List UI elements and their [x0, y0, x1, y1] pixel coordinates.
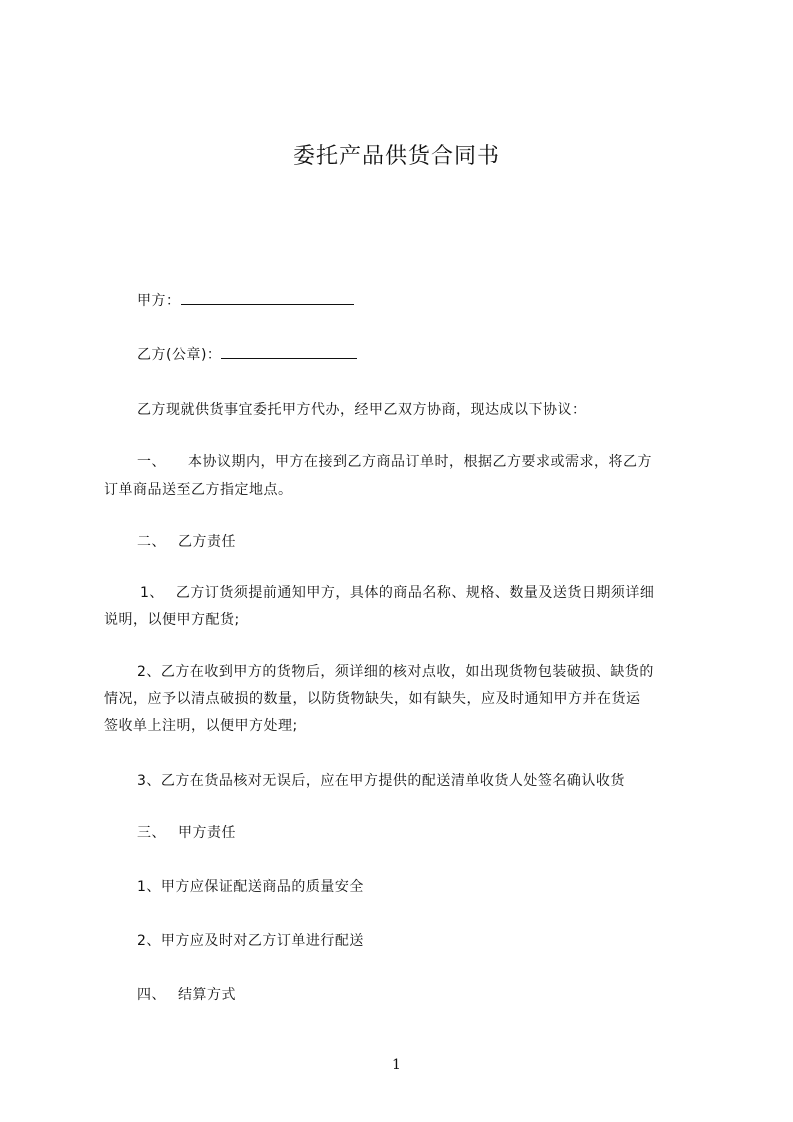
section2-item2-line3: 签收单上注明，以便甲方处理;	[104, 718, 298, 734]
section4-heading-text: 结算方式	[178, 987, 236, 1003]
party-b-label: 乙方(公章)：	[137, 347, 222, 363]
section2-item1-line2: 说明，以便甲方配货;	[104, 612, 240, 628]
party-b-line	[137, 344, 357, 365]
party-b-blank[interactable]	[221, 344, 357, 359]
section2-heading	[137, 532, 236, 552]
section2-heading-text: 乙方责任	[178, 534, 236, 550]
section1-line2: 订单商品送至乙方指定地点。	[104, 482, 293, 498]
party-a-blank[interactable]	[181, 290, 354, 305]
party-a-label: 甲方：	[137, 293, 181, 309]
intro-paragraph: 乙方现就供货事宜委托甲方代办，经甲乙双方协商，现达成以下协议：	[137, 402, 587, 418]
section3-heading-text: 甲方责任	[178, 825, 236, 841]
section3-heading	[137, 823, 236, 843]
section2-item1-number: 1、	[140, 585, 164, 601]
section4-heading-number: 四、	[137, 987, 166, 1003]
section2-item1-line1	[140, 583, 654, 603]
section2-item2-line2: 情况，应予以清点破损的数量，以防货物缺失，如有缺失，应及时通知甲方并在货运	[104, 691, 641, 707]
section1-line1	[137, 452, 652, 472]
section4-heading	[137, 985, 236, 1005]
section3-item2: 2、甲方应及时对乙方订单进行配送	[137, 933, 364, 949]
section2-item1-text: 乙方订货须提前通知甲方，具体的商品名称、规格、数量及送货日期须详细	[175, 585, 655, 601]
section3-item1: 1、甲方应保证配送商品的质量安全	[137, 879, 364, 895]
section2-item2-line1: 2、乙方在收到甲方的货物后，须详细的核对点收，如出现货物包装破损、缺货的	[137, 664, 654, 680]
section2-heading-number: 二、	[137, 534, 166, 550]
section1-text: 本协议期内，甲方在接到乙方商品订单时，根据乙方要求或需求，将乙方	[188, 454, 652, 470]
document-title: 委托产品供货合同书	[292, 144, 500, 169]
section3-heading-number: 三、	[137, 825, 166, 841]
page-number: 1	[392, 1057, 401, 1073]
section1-number: 一、	[137, 454, 166, 470]
party-a-line	[137, 290, 354, 311]
section2-item3: 3、乙方在货品核对无误后，应在甲方提供的配送清单收货人处签名确认收货	[137, 773, 625, 789]
